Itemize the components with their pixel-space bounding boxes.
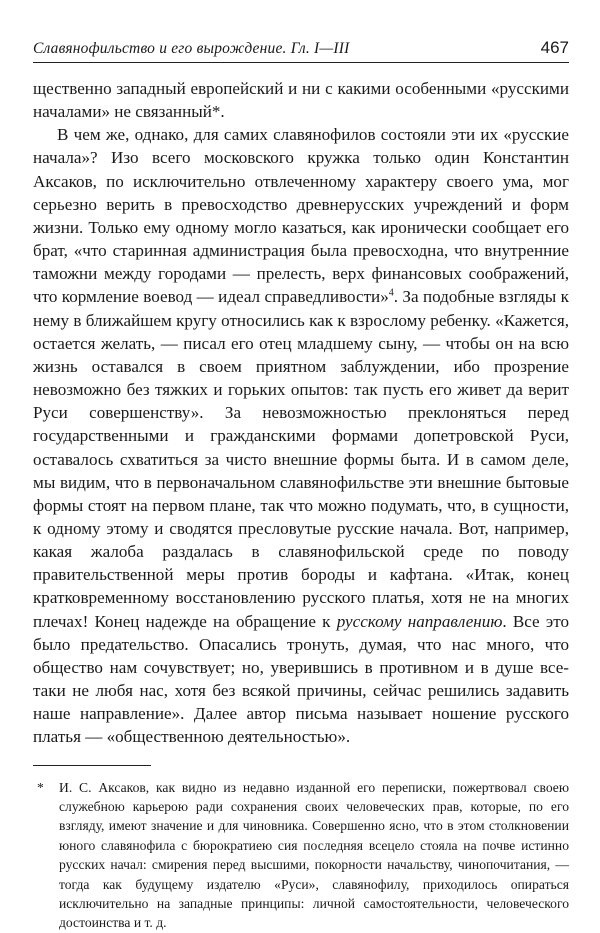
footnote-mark: * [37,779,44,795]
paragraph-text: В чем же, однако, для самих славянофилов состояли эти их «русские начала»? Изо всего московского кружка только один Константин Аксаков, по исключительно отвлеченному характеру своего ума, мог серьезно верить в превосходство древнерусских учреждений и форм жизни. Только ему одному могло казаться, как иронически сообщает его брат, «что старинная администрация была превосходна, что внутренние таможни между городами — прелесть, верх финансовых соображений, что кормление воевод — идеал справедливости» [33,125,569,307]
main-text [33,77,569,749]
italic-phrase: русскому направлению [336,611,503,631]
paragraph-slavophile-principles [33,123,569,748]
book-page [33,38,569,933]
paragraph-continued [33,77,569,123]
footnote-text: И. С. Аксаков, как видно из недавно изданной его переписки, пожертвовал своею служебною карьерою ради сохранения своих человеческих прав, которые, по его взгляду, имеют значение и для чиновника. Совершенно ясно, что в этом столкновении юного славянофила с бюрократиею сия последняя всецело стояла на почве истинно русских начал: смирения перед высшими, покорности начальству, чинопочитания, — тогда как будущему издателю «Руси», славянофилу, приходилось опираться исключительно на западные принципы: личной самостоятельности, человеческого достоинства и т. д. [59,779,569,931]
footnote [33,778,569,933]
footnote-reference: * [211,102,221,122]
footnote-separator [33,765,151,766]
endnote-reference: 4 [388,287,394,299]
page-number: 467 [540,38,569,57]
page-header [33,38,569,63]
paragraph-text: . За подобные взгляды к нему в ближайшем кругу относились как к взрослому ребенку. «Кажется, остается желать, — писал его отец младшему сыну, — чтобы он на всю жизнь оставался в своем приятном заблуждении, ибо прозрение невозможно без тяжких и горьких опытов: так пусть его живет да верит Руси совершенству». За невозможностью преклоняться перед государственными и гражданскими формами допетровской Руси, оставалось схватиться за чисто внешние формы быта. И в самом деле, мы видим, что в первоначальном славянофильстве эти внешние бытовые формы стоят на первом плане, так что можно подумать, что, в сущности, к одному этому и сводятся пресловутые русские начала. Вот, например, какая жалоба раздалась в славянофильской среде по поводу правительственной меры против бороды и кафтана. «Итак, конец кратковременному восстановлению русского платья, хотя не на многих плечах! Конец надежде на обращение к [33,287,569,631]
paragraph-text-end: . [220,102,225,122]
paragraph-text: . Все это было предательство. Опасались тронуть, думая, что нас много, что общество нам сочувствует; но, уверившись в противном и в душе все-таки не любя нас, хотя без всякой причины, сейчас решились задавить наше направление». Далее автор письма называет ношение русского платья — «общественною деятельностью». [33,611,569,747]
running-title: Славянофильство и его вырождение. Гл. I—III [33,40,350,57]
paragraph-text: щественно западный европейский и ни с какими особенными «русскими началами» не связанный [33,79,569,122]
